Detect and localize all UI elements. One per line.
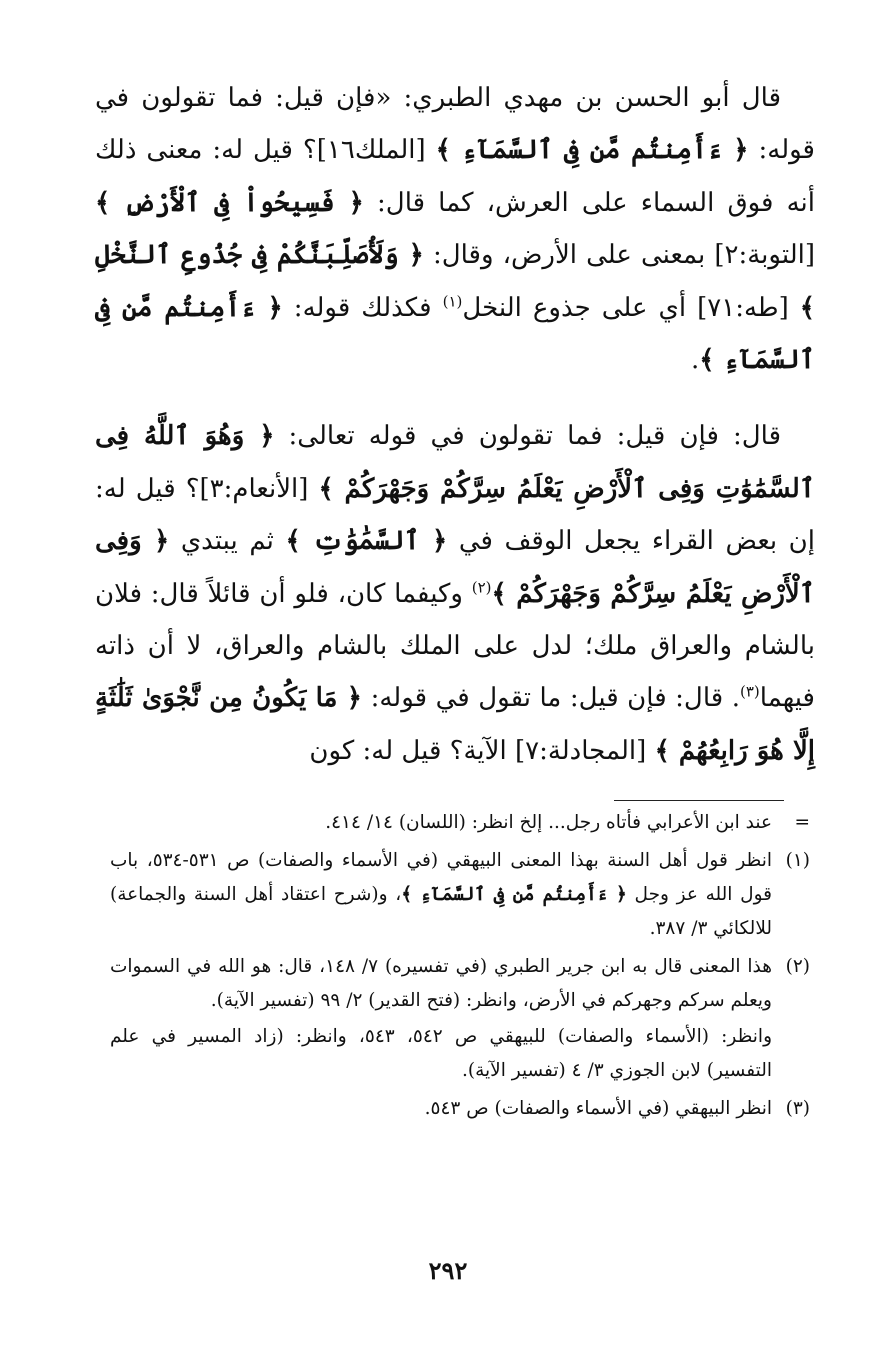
text-run: فكذلك قوله: <box>282 292 443 323</box>
text-run: انظر قول أهل السنة بهذا المعنى البيهقي (في الأسماء والصفات) ص ٥٣١-٥٣٤، باب قول الله عز وجل <box>110 850 772 905</box>
quran-verse: ﴿ وَلَأُصَلِّبَنَّكُمْ فِى جُذُوعِ ٱلنَّخْلِ ﴾ <box>95 240 815 323</box>
quran-verse: ﴿ وَفِى ٱلْأَرْضِ يَعْلَمُ سِرَّكُمْ وَجَهْرَكُمْ ﴾ <box>95 526 815 609</box>
footnote-ref-3[interactable]: (٣) <box>739 682 760 701</box>
footnotes <box>110 806 810 1126</box>
footnote-1 <box>110 844 810 946</box>
text-run: . <box>691 345 700 376</box>
footnote-ref-2[interactable]: (٢) <box>471 578 492 596</box>
footnote-marker: (٣) <box>785 1098 810 1119</box>
footnote-continuation <box>110 806 810 840</box>
footnote-3 <box>110 1092 810 1126</box>
footnote-text <box>110 844 772 946</box>
text-run: [الملك١٦]؟ قيل له: معنى ذلك أنه فوق السماء على العرش، كما قال: <box>95 135 815 218</box>
quran-verse: ﴿ مَا يَكُونُ مِن نَّجْوَىٰ ثَلَٰثَةٍ إِلَّا هُوَ رَابِعُهُمْ ﴾ <box>95 683 815 766</box>
footnote-text: عند ابن الأعرابي فأتاه رجل... إلخ انظر: (اللسان) ١٤/ ٤١٤. <box>325 812 772 833</box>
quran-verse: ﴿ ءَأَمِنتُم مَّن فِى ٱلسَّمَآءِ ﴾ <box>95 292 815 376</box>
footnote-paragraph: وانظر: (الأسماء والصفات) للبيهقي ص ٥٤٢، ٥٤٣، وانظر: (زاد المسير في علم التفسير) لابن الجوزي ٣/ ٤ (تفسير الآية). <box>110 1026 772 1081</box>
text-run: [التوبة:٢] بمعنى على الأرض، وقال: <box>423 240 815 271</box>
text-run: [الأنعام:٣]؟ قيل له: إن بعض القراء يجعل الوقف في <box>95 473 815 557</box>
text-run: وكيفما كان، فلو أن قائلاً قال: فلان بالشام والعراق ملك؛ لدل على الملك بالشام والعراق، لا أن ذاته فيهما <box>95 578 815 714</box>
paragraph-1 <box>95 72 815 386</box>
quran-verse: ﴿ ءَأَمِنتُم مَّن فِى ٱلسَّمَآءِ ﴾ <box>435 135 749 166</box>
footnote-marker: (٢) <box>785 956 810 977</box>
text-run: قال أبو الحسن بن مهدي الطبري: «فإن قيل: فما تقولون في قوله: <box>95 83 815 166</box>
text-run: . قال: فإن قيل: ما تقول في قوله: <box>362 683 740 714</box>
footnote-text <box>110 950 772 1088</box>
quran-verse: ﴿ ٱلسَّمَٰوَٰتِ ﴾ <box>285 526 448 557</box>
quran-verse: ﴿ وَهُوَ ٱللَّهُ فِى ٱلسَّمَٰوَٰتِ وَفِى ٱلْأَرْضِ يَعْلَمُ سِرَّكُمْ وَجَهْرَكُمْ ﴾ <box>95 421 815 504</box>
footnote-ref-1[interactable]: (١) <box>442 291 463 310</box>
page-number: ٢٩٢ <box>428 1256 468 1285</box>
footnote-marker: (١) <box>785 850 810 871</box>
quran-verse: ﴿ ءَأَمِنتُم مَّن فِى ٱلسَّمَآءِ ﴾ <box>401 884 627 905</box>
text-run: ثم يبتدي <box>169 526 286 557</box>
footnote-separator <box>614 800 784 801</box>
text-run: قال: فإن قيل: فما تقولون في قوله تعالى: <box>274 421 782 452</box>
text-run: [طه:٧١] أي على جذوع النخل <box>462 292 800 323</box>
main-text <box>95 72 815 777</box>
footnote-marker: = <box>794 812 810 833</box>
footnote-text: انظر البيهقي (في الأسماء والصفات) ص ٥٤٣. <box>424 1098 772 1119</box>
paragraph-2 <box>95 410 815 777</box>
footnote-paragraph: هذا المعنى قال به ابن جرير الطبري (في تفسيره) ٧/ ١٤٨، قال: هو الله في السموات ويعلم سركم وجهركم في الأرض، وانظر: (فتح القدير) ٢/ ٩٩ (تفسير الآية). <box>110 956 772 1011</box>
footnote-2 <box>110 950 810 1088</box>
quran-verse: ﴿ فَسِيحُواْ فِى ٱلْأَرْضِ ﴾ <box>95 187 364 218</box>
text-run: ، و(شرح اعتقاد أهل السنة والجماعة) للالكائي ٣/ ٣٨٧. <box>110 884 772 939</box>
text-run: [المجادلة:٧] الآية؟ قيل له: كون <box>309 735 655 766</box>
